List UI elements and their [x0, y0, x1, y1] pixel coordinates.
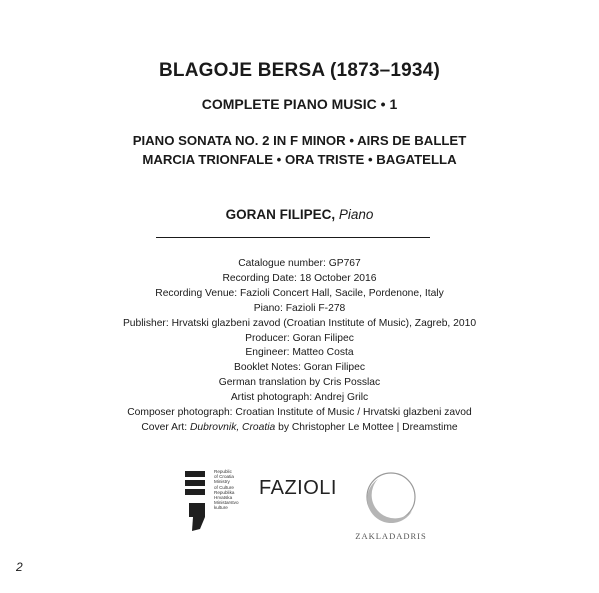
ministry-emblem-icon [182, 467, 212, 537]
credits-block [0, 257, 599, 436]
credit-publisher: Publisher: Hrvatski glazbeni zavod (Croatian Institute of Music), Zagreb, 2010 [122, 317, 477, 329]
cover-art-prefix: Cover Art: [141, 421, 190, 433]
album-subtitle: COMPLETE PIANO MUSIC • 1 [201, 96, 398, 112]
divider [156, 237, 430, 238]
credit-recording-date: Recording Date: 18 October 2016 [222, 272, 377, 284]
page-number: 2 [16, 560, 23, 574]
zakladadris-text: ZAKLADADRIS [355, 531, 427, 541]
sponsor-logos [0, 465, 599, 545]
credit-engineer: Engineer: Matteo Costa [245, 347, 354, 359]
credit-composer-photo: Composer photograph: Croatian Institute of Music / Hrvatski glazbeni zavod [127, 407, 472, 419]
album-title: BLAGOJE BERSA (1873–1934) [159, 60, 440, 81]
credit-producer: Producer: Goran Filipec [245, 332, 354, 344]
zakladadris-logo [346, 465, 436, 545]
ministry-of-culture-logo [182, 467, 242, 537]
credit-venue: Recording Venue: Fazioli Concert Hall, Sacile, Pordenone, Italy [155, 287, 444, 299]
cover-art-title: Dubrovnik, Croatia [189, 421, 276, 433]
works-list [0, 131, 599, 169]
performer-name: GORAN FILIPEC, [225, 207, 336, 222]
credit-piano: Piano: Fazioli F-278 [253, 302, 346, 314]
fazioli-logo: FAZIOLI [259, 477, 337, 499]
credit-german: German translation by Cris Posslac [218, 377, 381, 389]
ministry-text: Republic of Croatia Ministry of Culture Republika Hrvatska Ministarstvo kulture [214, 469, 239, 511]
crescent-icon [346, 465, 436, 531]
cover-art-suffix: by Christopher Le Mottee | Dreamstime [275, 421, 458, 433]
works-line: PIANO SONATA NO. 2 IN F MINOR • AIRS DE BALLET [132, 133, 467, 148]
credit-cover-art [0, 421, 599, 436]
credit-catalogue: Catalogue number: GP767 [238, 258, 361, 269]
works-line: MARCIA TRIONFALE • ORA TRISTE • BAGATELLA [142, 152, 457, 167]
credit-booklet: Booklet Notes: Goran Filipec [233, 362, 366, 374]
credit-artist-photo: Artist photograph: Andrej Grilc [230, 392, 369, 404]
performer-line [0, 207, 599, 222]
performer-instrument: Piano [338, 207, 374, 222]
